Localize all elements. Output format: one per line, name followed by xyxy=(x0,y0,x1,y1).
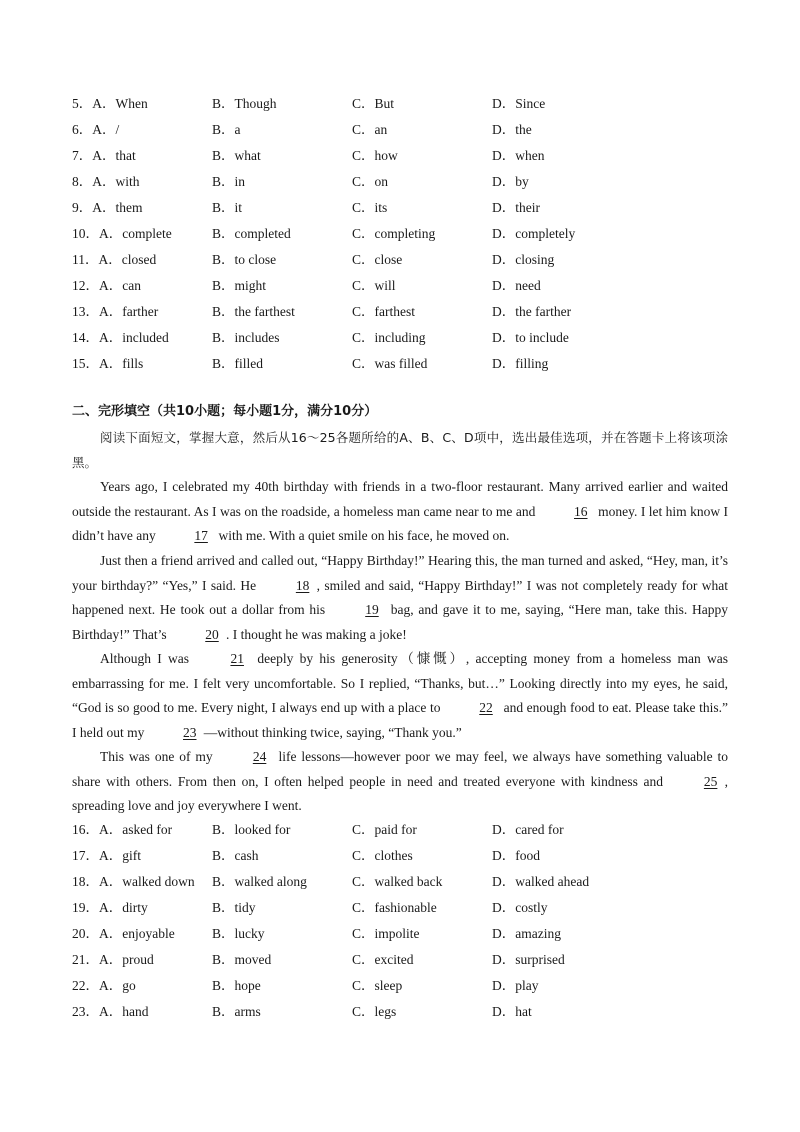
option-d: D．their xyxy=(492,200,540,215)
blank-17: 17 xyxy=(194,528,208,544)
option-row xyxy=(72,276,772,296)
option-b: B．Though xyxy=(212,96,277,111)
option-b: B．includes xyxy=(212,330,280,345)
passage-text: , smiled and said, “Happy Birthday!” I was not completely ready for what happened next. He took out a dollar from his xyxy=(72,577,728,618)
blank-16: 16 xyxy=(574,503,588,519)
question-number-and-option-a: 14．A．included xyxy=(72,330,169,345)
option-c: C．an xyxy=(352,122,388,137)
question-number-and-option-a: 15．A．fills xyxy=(72,356,144,371)
option-d: D．walked ahead xyxy=(492,874,590,889)
option-row xyxy=(72,224,772,244)
option-b: B．looked for xyxy=(212,822,291,837)
option-c: C．paid for xyxy=(352,822,417,837)
passage-paragraph-1 xyxy=(72,475,728,549)
option-c: C．was filled xyxy=(352,356,428,371)
blank-24: 24 xyxy=(252,749,267,764)
passage-text: and enough food to eat. Please take this.” I held out my xyxy=(72,700,728,740)
option-c: C．farthest xyxy=(352,304,415,319)
option-d: D．hat xyxy=(492,1004,532,1019)
option-row xyxy=(72,198,772,218)
option-b: B．hope xyxy=(212,978,261,993)
option-d: D．Since xyxy=(492,96,546,111)
option-b: B．in xyxy=(212,174,246,189)
passage-text: life lessons—however poor we may feel, we always have something valuable to share with others. From then on, I often helped people in need and treated everyone with kindness and xyxy=(72,749,729,789)
option-b: B．arms xyxy=(212,1004,261,1019)
option-d: D．surprised xyxy=(492,952,565,967)
question-number-and-option-a: 5．A．When xyxy=(72,96,148,111)
option-c: C．close xyxy=(352,252,403,267)
option-d: D．by xyxy=(492,174,529,189)
question-number-and-option-a: 17．A．gift xyxy=(72,848,141,863)
option-b: B．cash xyxy=(212,848,259,863)
question-number-and-option-a: 22．A．go xyxy=(72,978,136,993)
passage-text: Years ago, I celebrated my 40th birthday with friends in a two-floor restaurant. Many arrived earlier and waited outside the restaurant. As I was on the roadside, a homeless man came near to me and xyxy=(72,479,728,519)
option-d: D．cared for xyxy=(492,822,564,837)
option-c: C．fashionable xyxy=(352,900,437,915)
question-number-and-option-a: 10．A．complete xyxy=(72,226,172,241)
option-row xyxy=(72,354,772,374)
passage-text: with me. With a quiet smile on his face, he moved on. xyxy=(215,528,510,544)
option-row xyxy=(72,1002,772,1022)
option-d: D．the xyxy=(492,122,532,137)
question-number-and-option-a: 19．A．dirty xyxy=(72,900,148,915)
passage-paragraph-4 xyxy=(72,745,728,819)
option-c: C．legs xyxy=(352,1004,397,1019)
option-b: B．filled xyxy=(212,356,263,371)
option-b: B．a xyxy=(212,122,241,137)
passage-paragraph-3 xyxy=(72,647,728,745)
option-d: D．completely xyxy=(492,226,576,241)
passage-text: bag, and gave it to me, saying, “Here man, take this. Happy Birthday!” That’s xyxy=(72,602,728,642)
option-row xyxy=(72,302,772,322)
option-b: B．moved xyxy=(212,952,272,967)
option-b: B．lucky xyxy=(212,926,265,941)
option-b: B．what xyxy=(212,148,261,163)
option-d: D．food xyxy=(492,848,540,863)
option-b: B．walked along xyxy=(212,874,307,889)
option-c: C．walked back xyxy=(352,874,443,889)
blank-18: 18 xyxy=(295,577,310,593)
option-row xyxy=(72,898,772,918)
blank-22: 22 xyxy=(479,700,493,716)
blank-23: 23 xyxy=(183,724,197,740)
instruction-paragraph: 阅读下面短文，掌握大意，然后从16～25各题所给的A、B、C、D项中，选出最佳选项，并在答题卡上将该项涂黑。 xyxy=(72,430,728,470)
passage-text: , spreading love and joy everywhere I went. xyxy=(72,773,728,814)
option-row xyxy=(72,950,772,970)
option-d: D．closing xyxy=(492,252,555,267)
passage-text: —without thinking twice, saying, “Thank you.” xyxy=(203,724,462,740)
passage-text: . I thought he was making a joke! xyxy=(225,626,407,642)
option-row xyxy=(72,820,772,840)
passage-text: deeply by his generosity（慷慨）, accepting money from a homeless man was embarrassing for me. I felt very uncomfortable. So I replied, “Thanks, but…” Looking directly into my eyes, he said, “God is so good to me. Every night, I always end up with a place to xyxy=(72,651,728,716)
option-b: B．the farthest xyxy=(212,304,295,319)
option-row xyxy=(72,846,772,866)
option-c: C．impolite xyxy=(352,926,420,941)
option-b: B．to close xyxy=(212,252,277,267)
option-c: C．will xyxy=(352,278,396,293)
question-number-and-option-a: 21．A．proud xyxy=(72,952,154,967)
option-row xyxy=(72,976,772,996)
option-c: C．completing xyxy=(352,226,436,241)
option-row xyxy=(72,328,772,348)
passage-paragraph-2 xyxy=(72,549,728,647)
question-number-and-option-a: 23．A．hand xyxy=(72,1004,149,1019)
option-row xyxy=(72,94,772,114)
option-row xyxy=(72,172,772,192)
passage-text: money. I let him know I didn’t have any xyxy=(72,503,728,544)
option-b: B．completed xyxy=(212,226,291,241)
option-c: C．how xyxy=(352,148,398,163)
option-b: B．it xyxy=(212,200,243,215)
blank-25: 25 xyxy=(703,773,718,789)
option-d: D．when xyxy=(492,148,545,163)
question-number-and-option-a: 7．A．that xyxy=(72,148,136,163)
option-row xyxy=(72,924,772,944)
blank-20: 20 xyxy=(205,626,219,642)
option-d: D．costly xyxy=(492,900,548,915)
option-d: D．to include xyxy=(492,330,569,345)
question-number-and-option-a: 9．A．them xyxy=(72,200,143,215)
option-b: B．tidy xyxy=(212,900,256,915)
option-row xyxy=(72,250,772,270)
question-number-and-option-a: 13．A．farther xyxy=(72,304,159,319)
option-row xyxy=(72,146,772,166)
option-d: D．the farther xyxy=(492,304,572,319)
question-number-and-option-a: 20．A．enjoyable xyxy=(72,926,175,941)
option-d: D．need xyxy=(492,278,541,293)
option-c: C．on xyxy=(352,174,389,189)
question-number-and-option-a: 12．A．can xyxy=(72,278,141,293)
passage-text: Just then a friend arrived and called out, “Happy Birthday!” Hearing this, the man turned and asked, “Hey, man, it’s your birthday?” “Yes,” I said. He xyxy=(72,553,728,593)
option-c: C．sleep xyxy=(352,978,403,993)
passage-text: Although I was xyxy=(100,651,196,666)
blank-21: 21 xyxy=(230,651,244,666)
question-number-and-option-a: 18．A．walked down xyxy=(72,874,195,889)
option-row xyxy=(72,120,772,140)
question-number-and-option-a: 16．A．asked for xyxy=(72,822,173,837)
option-c: C．its xyxy=(352,200,388,215)
passage-text: This was one of my xyxy=(100,749,218,764)
blank-19: 19 xyxy=(365,602,379,618)
section-title: 二、完形填空（共10小题；每小题1分，满分10分） xyxy=(72,404,378,419)
option-c: C．excited xyxy=(352,952,414,967)
option-d: D．amazing xyxy=(492,926,561,941)
option-d: D．filling xyxy=(492,356,549,371)
option-row xyxy=(72,872,772,892)
option-c: C．clothes xyxy=(352,848,413,863)
question-number-and-option-a: 8．A．with xyxy=(72,174,140,189)
option-c: C．including xyxy=(352,330,426,345)
question-number-and-option-a: 6．A．/ xyxy=(72,122,120,137)
option-d: D．play xyxy=(492,978,539,993)
option-b: B．might xyxy=(212,278,267,293)
question-number-and-option-a: 11．A．closed xyxy=(72,252,157,267)
option-c: C．But xyxy=(352,96,395,111)
